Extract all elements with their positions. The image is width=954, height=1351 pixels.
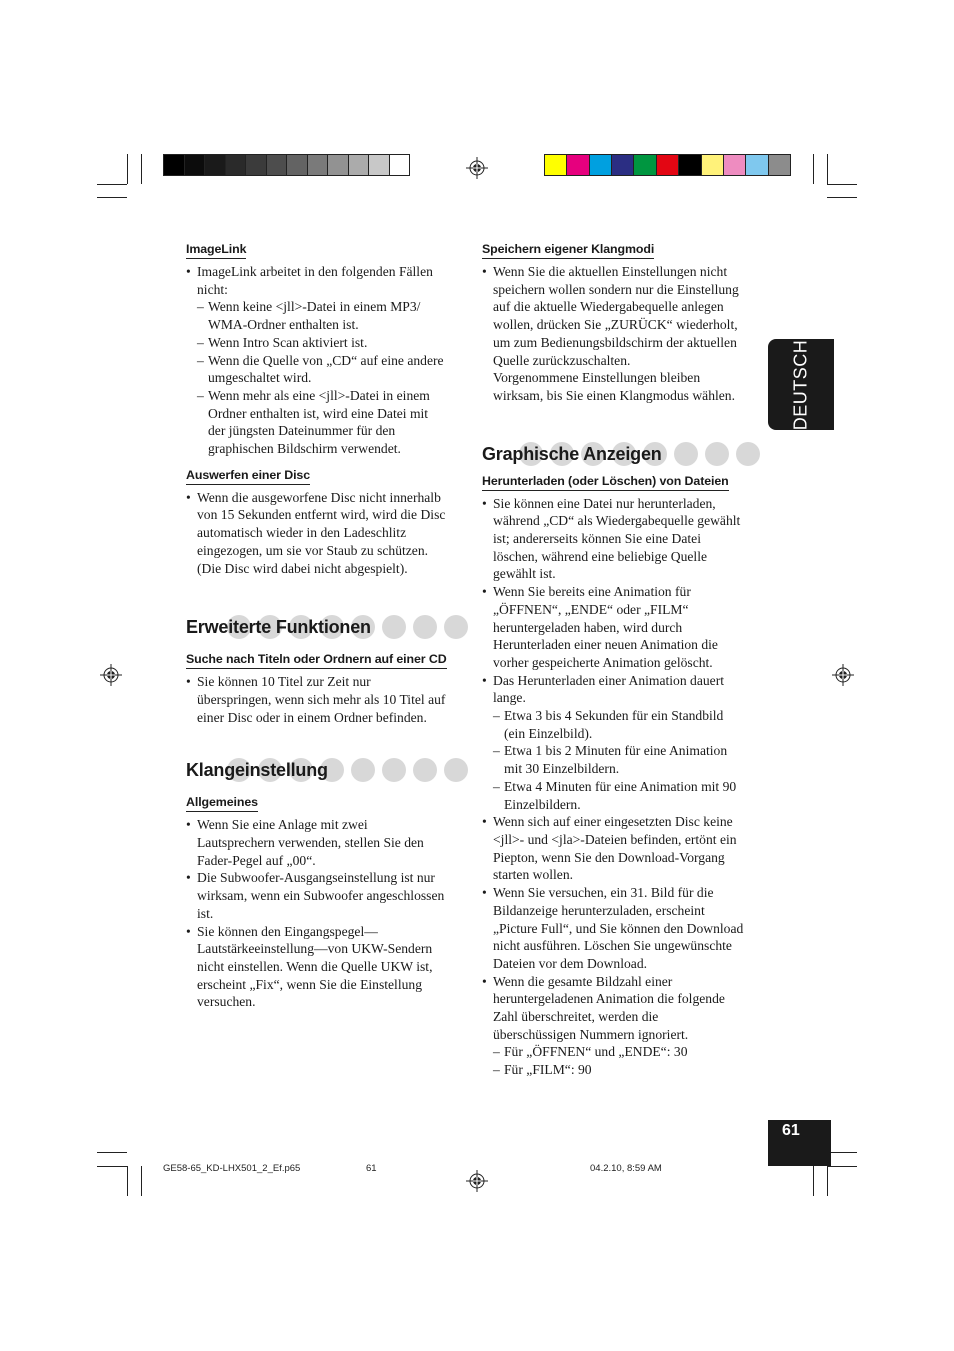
footer-file: GE58-65_KD-LHX501_2_Ef.p65	[163, 1163, 301, 1174]
list-item: – Wenn die Quelle von „CD“ auf eine andere umgeschaltet wird.	[197, 352, 468, 387]
color-swatch	[634, 155, 656, 175]
color-swatch	[702, 155, 724, 175]
list-item: – Etwa 4 Minuten für eine Animation mit 90 Einzelbildern.	[493, 778, 764, 813]
color-swatch	[185, 155, 206, 175]
footer-date: 04.2.10, 8:59 AM	[590, 1163, 662, 1174]
color-swatch	[308, 155, 329, 175]
list-item: • Wenn sich auf einer eingesetzten Disc keine <jll>- und <jla>-Dateien befinden, ertönt ein Piepton, wenn Sie den Download-Vorgang starten wollen.	[482, 813, 764, 884]
color-swatch	[567, 155, 589, 175]
speichern-section	[482, 240, 764, 405]
section-title-klang: Klangeinstellung	[186, 760, 328, 781]
list-item: • Wenn Sie bereits eine Animation für „ÖFFNEN“, „ENDE“ oder „FILM“ heruntergeladen haben, wird durch Herunterladen einer neuen Animation die vorher gespeicherte Animation gelöscht.	[482, 583, 764, 672]
color-swatch	[590, 155, 612, 175]
registration-mark-left-icon	[100, 664, 122, 686]
list-item: • Wenn die ausgeworfene Disc nicht innerhalb von 15 Sekunden entfernt wird, wird die Disc automatisch wieder in den Ladeschlitz eingezogen, um sie vor Staub zu schützen. (Die Disc wird dabei nicht abgespielt).	[186, 489, 468, 578]
color-swatch	[657, 155, 679, 175]
erweiterte-section	[186, 615, 468, 726]
color-swatch	[328, 155, 349, 175]
list-item: • Sie können den Eingangspegel— Lautstärkeeinstellung—von UKW-Sendern nicht einstellen. Wenn die Quelle UKW ist, erscheint „Fix“, wenn Sie die Einstellung versuchen.	[186, 923, 468, 1012]
section-title-graphische: Graphische Anzeigen	[482, 443, 662, 464]
list-item: – Wenn mehr als eine <jll>-Datei in einem Ordner enthalten ist, wird eine Datei mit der jüngsten Dateinummer für den graphischen Bildschirm verwendet.	[197, 387, 468, 458]
color-swatch	[746, 155, 768, 175]
color-swatch	[226, 155, 247, 175]
list-item: • Wenn die gesamte Bildzahl einer heruntergeladenen Animation die folgende Zahl überschreitet, werden die überschüssigen Nummern ignoriert. – Für „ÖFFNEN“ und „ENDE“: 30 – Für „FILM“: 90	[482, 973, 764, 1079]
search-heading: Suche nach Titeln oder Ordnern auf einer CD	[186, 651, 447, 669]
color-swatch	[545, 155, 567, 175]
color-swatch	[164, 155, 185, 175]
list-item: – Etwa 1 bis 2 Minuten für eine Animation mit 30 Einzelbildern.	[493, 742, 764, 777]
color-swatch	[390, 155, 410, 175]
grayscale-color-bar	[163, 154, 410, 176]
allgemeines-heading: Allgemeines	[186, 794, 258, 812]
registration-mark-right-icon	[832, 664, 854, 686]
speichern-heading: Speichern eigener Klangmodi	[482, 241, 654, 259]
footer-page: 61	[366, 1163, 377, 1174]
color-swatch	[769, 155, 790, 175]
color-swatch	[349, 155, 370, 175]
registration-mark-bottom-icon	[466, 1170, 488, 1192]
color-swatch	[287, 155, 308, 175]
color-swatch	[267, 155, 288, 175]
list-item: – Wenn Intro Scan aktiviert ist.	[197, 334, 468, 352]
process-color-bar	[544, 154, 791, 176]
list-item: • Wenn Sie versuchen, ein 31. Bild für die Bildanzeige herunterzuladen, erscheint „Picture Full“, und Sie können den Download nicht ausführen. Löschen Sie ungewünschte Dateien vor dem Download.	[482, 884, 764, 973]
page-number-box	[768, 1120, 831, 1166]
graphische-section	[482, 442, 764, 1079]
color-swatch	[369, 155, 390, 175]
language-side-tab	[768, 339, 834, 430]
color-swatch	[246, 155, 267, 175]
color-swatch	[205, 155, 226, 175]
list-item: – Für „ÖFFNEN“ und „ENDE“: 30	[493, 1043, 764, 1061]
list-item: • Wenn Sie eine Anlage mit zwei Lautsprechern verwenden, stellen Sie den Fader-Pegel auf „00“.	[186, 816, 468, 869]
list-item: • Das Herunterladen einer Animation dauert lange. – Etwa 3 bis 4 Sekunden für ein Standbild (ein Einzelbild). – Etwa 1 bis 2 Minuten für eine Animation mit 30 Einzelbildern. – Etwa 4 Minuten für eine Animation mit 90 Einzelbildern.	[482, 672, 764, 814]
language-label: DEUTSCH	[790, 339, 811, 430]
imagelink-bullet: • ImageLink arbeitet in den folgenden Fällen nicht: – Wenn keine <jll>-Datei in einem MP3/ WMA-Ordner enthalten ist. – Wenn Intro Scan aktiviert ist. – Wenn die Quelle von „CD“ auf eine andere umgeschaltet wird. – Wenn mehr als eine <jll>-Datei in einem Ordner enthalten ist, wird eine Datei mit der jüngsten Dateinummer für den graphischen Bildschirm verwendet.	[186, 263, 468, 458]
list-item: • Sie können eine Datei nur herunterladen, während „CD“ als Wiedergabequelle gewählt ist; andererseits können Sie eine Datei löschen, während eine beliebige Quelle gewählt ist.	[482, 495, 764, 584]
left-column	[186, 240, 468, 1011]
page-number: 61	[782, 1122, 800, 1139]
color-swatch	[612, 155, 634, 175]
list-item: • Die Subwoofer-Ausgangseinstellung ist nur wirksam, wenn ein Subwoofer angeschlossen ist.	[186, 869, 468, 922]
list-item: – Wenn keine <jll>-Datei in einem MP3/ WMA-Ordner enthalten ist.	[197, 298, 468, 333]
imagelink-section	[186, 240, 468, 458]
eject-section	[186, 466, 468, 578]
list-item: • Sie können 10 Titel zur Zeit nur überspringen, wenn sich mehr als 10 Titel auf einer Disc oder in einem Ordner befinden.	[186, 673, 468, 726]
list-item: – Etwa 3 bis 4 Sekunden für ein Standbild (ein Einzelbild).	[493, 707, 764, 742]
registration-mark-top-icon	[466, 157, 488, 179]
klang-section	[186, 758, 468, 1011]
right-column	[482, 240, 764, 1079]
list-item: – Für „FILM“: 90	[493, 1061, 764, 1079]
list-item: • Wenn Sie die aktuellen Einstellungen nicht speichern wollen sondern nur die Einstellung auf die aktuelle Wiedergabequelle anlegen wollen, drücken Sie „ZURÜCK“ wiederholt, um zum Bedienungsbildschirm der aktuellen Quelle zurückzuschalten. Vorgenommene Einstellungen bleiben wirksam, bis Sie einen Klangmodus wählen.	[482, 263, 764, 405]
color-swatch	[679, 155, 701, 175]
color-swatch	[724, 155, 746, 175]
eject-heading: Auswerfen einer Disc	[186, 467, 310, 485]
imagelink-heading: ImageLink	[186, 241, 246, 259]
download-heading: Herunterladen (oder Löschen) von Dateien	[482, 473, 729, 491]
section-title-erweiterte: Erweiterte Funktionen	[186, 617, 371, 638]
